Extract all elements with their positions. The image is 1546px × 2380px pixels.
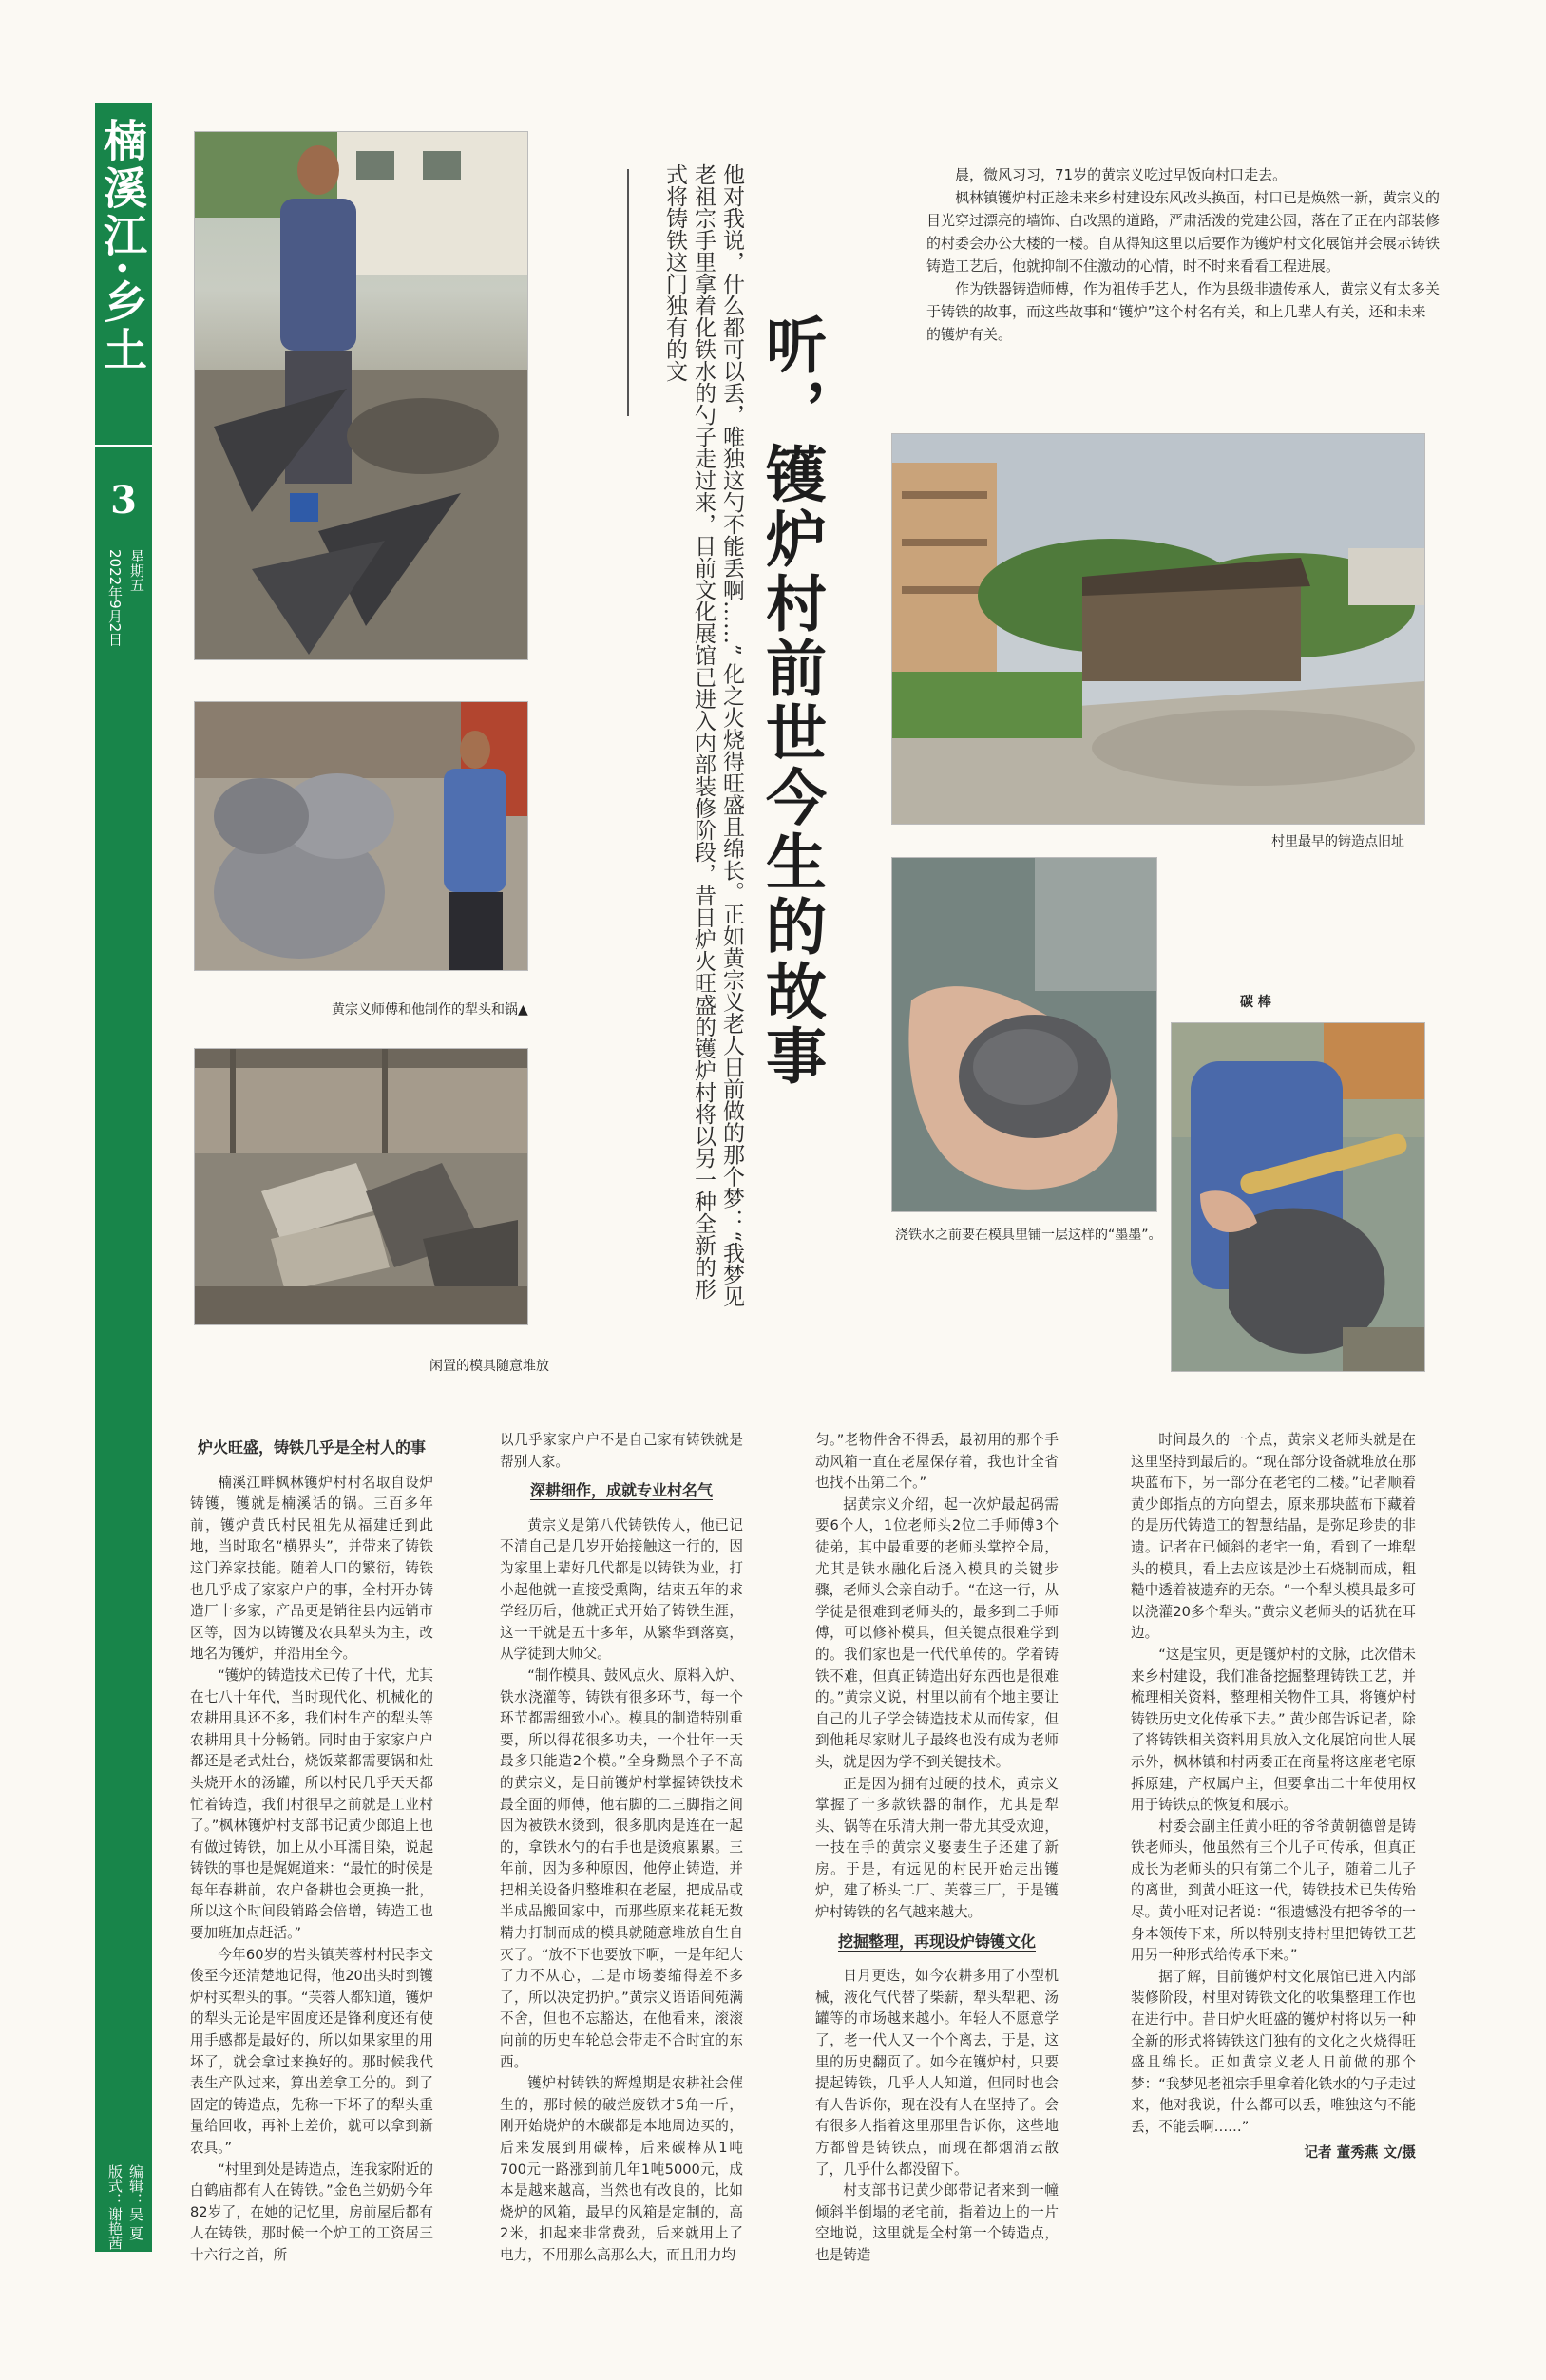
caption-photo-6: 浇铁水之前要在模具里铺一层这样的“墨墨”。 [895, 1228, 1162, 1243]
photo-old-casting-site [891, 433, 1425, 825]
body-paragraph: “村里到处是铸造点，连我家附近的白鹤庙都有人在铸铁。”金色兰奶奶今年82岁了，在她的记忆里，房前屋后都有人在铸铁，那时候一个炉工的工资居三十六行之首，所 [190, 2161, 433, 2263]
photo-3-drawing [195, 1049, 527, 1324]
caption-photo-2: 黄宗义师傅和他制作的犁头和锅▲ [332, 1002, 528, 1018]
subheading-1: 炉火旺盛，铸铁几乎是全村人的事 [197, 1438, 426, 1457]
intro-paragraph: 枫林镇镬炉村正趁未来乡村建设东风改头换面，村口已是焕然一新，黄宗义的目光穿过漂亮的墙饰、白改黑的道路，严肃活泼的党建公园，落在了正在内部装修的村委会办公大楼的一楼。自从得知这里以后要作为镬炉村文化展馆并会展示铸铁铸造工艺后，他就抑制不住激动的心情，时不时来看看工程进展。 [926, 189, 1441, 275]
body-paragraph: 镬炉村铸铁的辉煌期是农耕社会催生的，那时候的破烂废铁才5角一斤，刚开始烧炉的木碳都是本地周边买的，后来发展到用碳棒，后来碳棒从1吨700元一路涨到前几年1吨5000元，成本是越来越高，当然也有改良的，比如烧炉的风箱，最早的风箱是定制的，高2米，扣起来非常费劲，后来就用上了电力，不用那么高那么大，而且用力均 [500, 2075, 743, 2263]
body-paragraph: 日月更迭，如今农耕多用了小型机械，液化气代替了柴薪，犁头犁耙、汤罐等的市场越来越小。年轻人不愿意学了，老一代人又一个个离去，于是，这里的历史翻页了。如今在镬炉村，只要提起铸铁，几乎人人知道，但同时也会有人告诉你，现在没有人在坚持了。会有很多人指着这里那里告诉你，这些地方都曾是铸铁点，而现在都烟消云散了，几乎什么都没留下。 [815, 1968, 1059, 2178]
body-column-3 [815, 1430, 1059, 2267]
photo-4-drawing [892, 434, 1424, 824]
editor-credits: 编辑：吴 夏 版式：谢艳茜 [106, 2164, 144, 2255]
body-paragraph: 今年60岁的岩头镇芙蓉村村民李文俊至今还清楚地记得，他20出头时到镬炉村买犁头的事。“芙蓉人都知道，镬炉的犁头无论是牢固度还是锋利度还有使用手感都是最好的，所以如果家里的用坏了，就会拿过来换好的。那时候我代表生产队过来，算出差拿工分的。到了固定的铸造点，先称一下坏了的犁头重量给回收，再补上差价，就可以拿到新农具。” [190, 1946, 433, 2156]
photo-man-with-woks [194, 701, 528, 971]
byline: 记者 董秀燕 文/摄 [1304, 2143, 1416, 2161]
left-banner [95, 103, 152, 2255]
photo-2-drawing [195, 702, 527, 970]
caption-photo-5: 碳 棒 [1240, 995, 1271, 1010]
intro-divider-line [627, 169, 629, 416]
body-column-4 [1131, 1430, 1416, 2163]
subheading-2: 深耕细作，成就专业村名气 [529, 1481, 713, 1500]
intro-paragraph: 晨，微风习习，71岁的黄宗义吃过早饭向村口走去。 [955, 166, 1288, 183]
photo-6-drawing [1172, 1023, 1424, 1371]
body-column-1 [190, 1430, 433, 2267]
top-right-intro [926, 163, 1440, 346]
body-lead: 匀。”老物件舍不得丢，最初用的那个手动风箱一直在老屋保存着，我也计全省也找不出第二个。” [815, 1432, 1059, 1492]
body-paragraph: “镬炉的铸造技术已传了十代，尤其在七八十年代，当时现代化、机械化的农耕用具还不多，我们村生产的犁头等农耕用具十分畅销。同时由于家家户户都还是老式灶台，烧饭菜都需要锅和灶头烧开水的汤罐，所以村民几乎天天都忙着铸造，我们村很早之前就是工业村了。”枫林镬炉村支部书记黄少郎追上也有做过铸铁，加上从小耳濡目染，说起铸铁的事也是娓娓道来：“最忙的时候是每年春耕前，农户备耕也会更换一批，所以这个时间段销路会倍增，铸造工也要加班加点赶活。” [190, 1666, 433, 1942]
body-paragraph: 村支部书记黄少郎带记者来到一幢倾斜半倒塌的老宅前，指着边上的一片空地说，这里就是全村第一个铸造点，也是铸造 [815, 2182, 1059, 2263]
body-lead: 以几乎家家户户不是自己家有铸铁就是帮别人家。 [500, 1432, 743, 1470]
photo-hand-with-mould-powder [891, 857, 1157, 1212]
body-paragraph: “制作模具、鼓风点火、原料入炉、铁水浇灌等，铸铁有很多环节，每一个环节都需细致小心。模具的制造特别重要，所以得花很多功夫，一个壮年一天最多只能造2个模。”全身黝黑个子不高的黄宗义，是目前镬炉村掌握铸铁技术最全面的师傅，他右脚的二三脚指之间因为被铁水烫到，很多肌肉是连在一起的，拿铁水勺的右手也是烫痕累累。三年前，因为多种原因，他停止铸造，并把相关设备归整堆积在老屋，把成品或半成品搬回家中，而那些原来花耗无数精力打制而成的模具就随意堆放自生自灭了。“放不下也要放下啊，一是年纪大了力不从心，二是市场萎缩得差不多了，所以决定扔护。”黄宗义语语间苑满不舍，但也不忘豁达，在他看来，滚滚向前的历史车轮总会带走不合时宜的东西。 [500, 1666, 743, 2070]
issue-weekday: 星期五 [128, 549, 145, 592]
intro-vertical-text: 他对我说，什么都可以丢，唯独这勺不能丢啊……” 化之火烧得旺盛且绵长。正如黄宗义老人日前做的那个梦：“我梦见老祖宗手里拿着化铁水的勺子走过来，目前文化展馆已进入内部装修阶段，昔日炉火旺盛的镬炉村将以另一种全新的形式将铸铁这门独有的文 [662, 163, 744, 1307]
body-paragraph: 黄宗义是第八代铸铁传人，他已记不清自己是几岁开始接触这一行的，因为家里上辈好几代都是以铸铁为业，打小起他就一直接受熏陶，结束五年的求学经历后，他就正式开始了铸铁生涯，这一干就是五十多年，从繁华到落寞，从学徒到大师父。 [500, 1516, 743, 1663]
body-paragraph: 楠溪江畔枫林镬炉村村名取自设炉铸镬，镬就是楠溪话的锅。三百多年前，镬炉黄氏村民祖先从福建迁到此地，当时取名“横界头”，并带来了铸铁这门养家技能。随着人口的繁衍，铸铁也几乎成了家家户户的事，全村开办铸造厂十多家，产品更是销往县内远销市区等，因为以铸镬及农具犁头为主，改地名为镬炉，并沿用至今。 [190, 1474, 433, 1663]
photo-5-drawing [892, 858, 1156, 1211]
issue-date: 2022年9月2日 [106, 549, 124, 647]
photo-1-drawing [195, 132, 527, 659]
body-paragraph: 正是因为拥有过硬的技术，黄宗义掌握了十多款铁器的制作，尤其是犁头、锅等在乐清大荆一带尤其受欢迎，一技在手的黄宗义娶妻生子还建了新房。于是，有远见的村民开始走出镬炉，建了桥头二厂、芙蓉三厂，于是镬炉村铸铁的名气越来越大。 [815, 1775, 1059, 1921]
masthead-title: 楠溪江·乡土 [97, 118, 148, 375]
page-number: 3 [110, 478, 137, 523]
body-paragraph: 据了解，目前镬炉村文化展馆已进入内部装修阶段，村里对铸铁文化的收集整理工作也在进行中。昔日炉火旺盛的镬炉村将以另一种全新的形式将铸铁这门独有的文化之火烧得旺盛且绵长。正如黄宗义老人日前做的那个梦：“我梦见老祖宗手里拿着化铁水的勺子走过来，他对我说，什么都可以丢，唯独这勺不能丢，不能丢啊……” [1131, 1968, 1416, 2135]
body-paragraph: 村委会副主任黄小旺的爷爷黄朝德曾是铸铁老师头，他虽然有三个儿子可传承，但真正成长为老师头的只有第二个儿子，随着二儿子的离世，到黄小旺这一代，铸铁技术已失传殆尽。黄小旺对记者说：“很遗憾没有把爷爷的一身本领传下来，所以特别支持村里把铸铁工艺用另一种形式给传承下来。” [1131, 1818, 1416, 1964]
caption-photo-3: 闲置的模具随意堆放 [429, 1359, 549, 1374]
body-paragraph: 时间最久的一个点，黄宗义老师头就是在这里坚持到最后的。“现在部分设备就堆放在那块蓝布下，另一部分在老宅的二楼。”记者顺着黄少郎指点的方向望去，原来那块蓝布下藏着的是历代铸造工的智慧结晶，是弥足珍贵的非遗。记者在已倾斜的老宅一角，看到了一堆犁头的模具，看上去应该是沙土石烧制而成，粗糙中透着被遗弃的无奈。“一个犁头模具最多可以浇灌20多个犁头。”黄宗义老师头的话犹在耳边。 [1131, 1432, 1416, 1642]
body-paragraph: 据黄宗义介绍，起一次炉最起码需要6个人，1位老师头2位二手师傅3个徒弟，其中最重要的老师头掌控全局，尤其是铁水融化后浇入模具的关键步骤，老师头会亲自动手。“在这一行，从学徒是很难到老师头的，最多到二手师傅，可以修补模具，但关键点很难学到的。我们家也是一代代单传的。学着铸铁不难，但真正铸造出好东西也是很难的。”黄宗义说，村里以前有个地主要让自己的儿子学会铸造技术从而传家，但到他耗尽家财儿子最终也没有成为老师头，就是因为学不到关键技术。 [815, 1495, 1059, 1770]
caption-photo-4: 村里最早的铸造点旧址 [1271, 834, 1404, 849]
headline: 听，镬炉村前世今生的故事 [755, 314, 827, 1089]
intro-paragraph: 作为铁器铸造师傅，作为祖传手艺人，作为县级非遗传承人，黄宗义有太多关于铸铁的故事，而这些故事和“镬炉”这个村名有关，和上几辈人有关，还和未来的镬炉有关。 [926, 280, 1441, 343]
body-column-2 [500, 1430, 743, 2267]
body-paragraph: “这是宝贝，更是镬炉村的文脉，此次借未来乡村建设，我们准备挖掘整理铸铁工艺，并梳理相关资料，整理相关物件工具，将镬炉村铸铁历史文化传承下去。” 黄少郎告诉记者，除了将铸铁相关资料用具放入文化展馆向世人展示外，枫林镇和村两委正在商量将这座老宅原拆原建，产权属户主，但要拿出二十年使用权用于铸铁点的恢复和展示。 [1131, 1646, 1416, 1814]
photo-man-with-plough-heads [194, 131, 528, 660]
subheading-3: 挖掘整理，再现设炉铸镬文化 [837, 1932, 1036, 1951]
photo-carbon-rod [1171, 1022, 1425, 1372]
photo-idle-moulds [194, 1048, 528, 1325]
page-number-divider [95, 445, 152, 447]
